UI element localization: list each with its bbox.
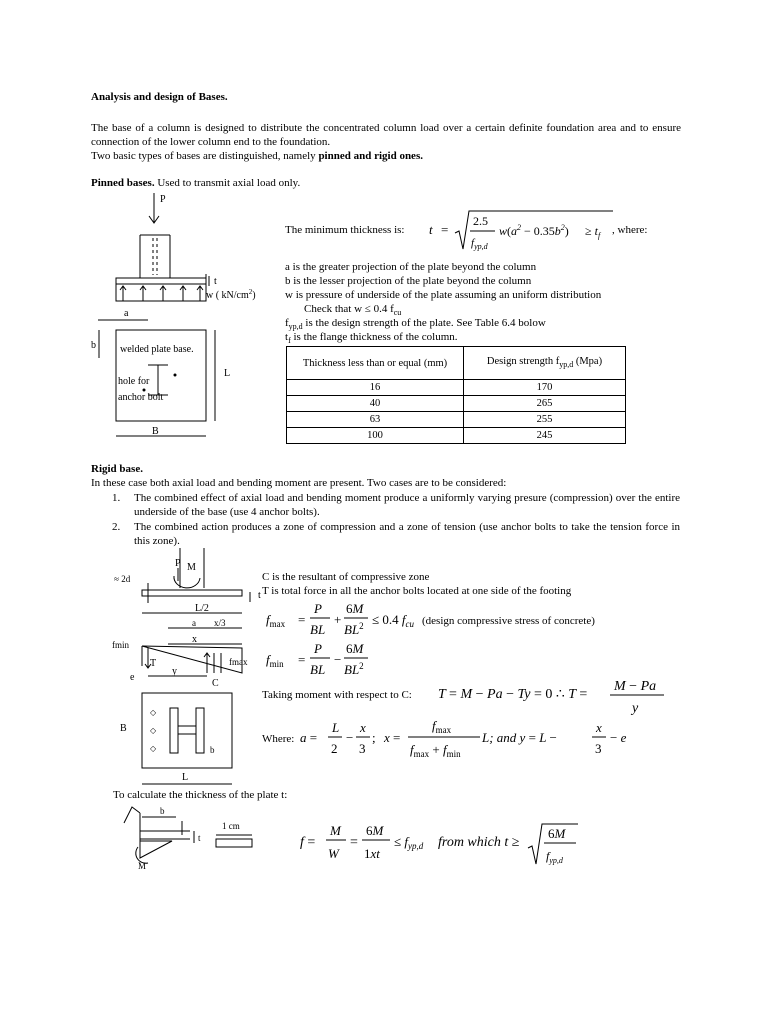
rigid-m-label: M xyxy=(187,562,196,573)
svg-text:fyp,d: $f_{yp,d}$ xyxy=(471,237,488,251)
dim-bb-label: B xyxy=(152,426,159,437)
table-header-strength: Design strength $f_{yp,d}$ (Mpa) xyxy=(464,347,626,380)
table-row xyxy=(287,380,626,396)
intro-line1: The base of a column is designed to distribute the concentrated column load over a certain definite foundation area and to ensure connection of the lower column end to the foundation. xyxy=(91,122,681,148)
svg-text:2: 2 xyxy=(331,741,338,756)
def-check: Check that w ≤ 0.4 $f_{cu}$ xyxy=(304,303,402,318)
svg-text:L; and y = L −: L; and y = L − xyxy=(482,730,557,745)
svg-text:2.5: 2.5 xyxy=(473,214,488,228)
svg-text:6M: 6M xyxy=(346,601,364,616)
svg-text:6M: 6M xyxy=(548,826,566,841)
svg-text:3: 3 xyxy=(595,741,602,756)
fmax-note: (design compressive stress of concrete) xyxy=(422,615,595,627)
svg-text:=: = xyxy=(441,222,449,237)
table-cell: 40 xyxy=(287,396,464,412)
moment-formula xyxy=(432,676,672,720)
e-label: e xyxy=(130,672,135,683)
svg-text:BL: BL xyxy=(310,622,326,637)
min-thickness-label: The minimum thickness is: xyxy=(285,224,405,236)
svg-text:T = M − Pa − Ty = 0 ∴ T =: T = M − Pa − Ty = 0 ∴ T = xyxy=(438,687,588,702)
formula-tail: , where: xyxy=(612,224,648,236)
two-d-label: ≈ 2d xyxy=(114,574,131,584)
table-cell: 100 xyxy=(287,428,464,444)
svg-text:◇: ◇ xyxy=(150,708,157,717)
design-strength-table xyxy=(286,346,626,444)
rigid-base-diagram xyxy=(112,548,262,788)
svg-text:from which t ≥: from which t ≥ xyxy=(438,835,520,850)
def-w: w is pressure of underside of the plate assuming an uniform distribution xyxy=(285,289,602,301)
rigid-intro: In these case both axial load and bending moment are present. Two cases are to be considered: xyxy=(91,477,507,489)
svg-text:=: = xyxy=(350,835,358,850)
svg-text:−: − xyxy=(346,730,354,745)
svg-text:a =: a = xyxy=(300,730,318,745)
fmax-fmin-formulas xyxy=(262,597,632,677)
svg-text:◇: ◇ xyxy=(150,726,157,735)
svg-text:x: x xyxy=(360,720,366,735)
dim-b-label: b xyxy=(91,340,96,351)
rigid-p-label: P xyxy=(175,558,181,569)
rigid-list-item: 1. The combined effect of axial load and bending moment produce a uniformly varying presure (compression) over the entire underside of the base (use 4 anchor bolts). xyxy=(112,492,680,518)
svg-text:BL2: $BL^2$ xyxy=(344,661,364,677)
svg-text:t: t xyxy=(429,222,433,237)
svg-text:−: − xyxy=(334,652,342,667)
hole-label-2: anchor bolt xyxy=(118,392,164,403)
pinned-heading: Pinned bases. Used to transmit axial load only. xyxy=(91,177,301,189)
table-cell: 63 xyxy=(287,412,464,428)
tension-t-label: T xyxy=(150,658,157,669)
a-label: a xyxy=(192,618,196,628)
plate-thickness-label: To calculate the thickness of the plate t: xyxy=(113,789,288,801)
rigid-heading: Rigid base. xyxy=(91,463,143,475)
table-cell: 170 xyxy=(464,380,626,396)
svg-text:M: M xyxy=(330,823,341,838)
c-definition: C is the resultant of compressive zone xyxy=(262,571,430,583)
intro-paragraph xyxy=(91,121,681,163)
svg-text:fmin: $f_{min}$ xyxy=(266,652,284,669)
fmin-label: fmin xyxy=(112,640,129,650)
svg-text:≤ 0.4 fcu: ≤ 0.4 $f_{cu}$ xyxy=(372,612,415,629)
rigid-list-item: 2. The combined action produces a zone of compression and a zone of tension (use anchor bolts to take the tension force in this zone). xyxy=(112,521,680,547)
rigid-b-label: B xyxy=(120,723,127,734)
svg-text:f =: f = xyxy=(300,835,316,850)
svg-text:≤ fyp,d: ≤ $f_{yp,d}$ xyxy=(394,834,424,851)
load-p-label: P xyxy=(160,194,166,205)
svg-text:;: ; xyxy=(372,730,376,745)
dim-a-label: a xyxy=(124,308,129,319)
svg-text:6M: 6M xyxy=(366,823,384,838)
svg-text:fmax + fmin: $f_{max} + f_{min}$ xyxy=(410,742,461,759)
plate-thickness-diagram xyxy=(112,803,262,873)
rigid-bsmall-label: b xyxy=(210,745,215,755)
pressure-w-label: w ( $kN/cm^2$) xyxy=(206,288,256,301)
svg-text:y: y xyxy=(632,701,639,716)
moment-label: Taking moment with respect to C: xyxy=(262,689,412,701)
table-cell: 265 xyxy=(464,396,626,412)
table-header-thickness: Thickness less than or equal (mm) xyxy=(287,347,464,380)
svg-text:fyp,d: $f_{yp,d}$ xyxy=(546,849,563,865)
svg-text:=: = xyxy=(298,612,306,627)
hole-label-1: hole for xyxy=(118,376,150,387)
detail-m-label: M xyxy=(138,861,147,871)
table-row xyxy=(287,412,626,428)
svg-text:P: P xyxy=(314,641,322,656)
welded-plate-label: welded plate base. xyxy=(120,344,194,355)
svg-text:L: L xyxy=(332,720,340,735)
where-formulas xyxy=(300,716,640,762)
pinned-base-diagram xyxy=(88,190,288,445)
svg-text:1xt: 1xt xyxy=(364,846,380,861)
def-fyp: $f_{yp,d}$ is the design strength of the plate. See Table 6.4 bolow xyxy=(285,317,546,332)
l2-label: L/2 xyxy=(195,603,209,614)
detail-t-label: t xyxy=(198,833,201,843)
def-tf: $t_f$ is the flange thickness of the column. xyxy=(285,331,458,346)
detail-b-label: b xyxy=(160,806,165,816)
def-b: b is the lesser projection of the plate beyond the column xyxy=(285,275,532,287)
rigid-l-label: L xyxy=(182,772,189,783)
table-row xyxy=(287,428,626,444)
svg-text:3: 3 xyxy=(359,741,366,756)
table-cell: 255 xyxy=(464,412,626,428)
x3-label: x/3 xyxy=(214,618,226,628)
svg-text:6M: 6M xyxy=(346,641,364,656)
svg-text:x: x xyxy=(596,720,602,735)
svg-text:fmax: $f_{max}$ xyxy=(432,718,452,735)
page-title: Analysis and design of Bases. xyxy=(91,91,228,103)
def-a: a is the greater projection of the plate beyond the column xyxy=(285,261,537,273)
rigid-t-label: t xyxy=(258,590,261,601)
fmax-label: fmax xyxy=(229,657,248,667)
t-definition: T is total force in all the anchor bolts located at one side of the footing xyxy=(262,585,572,597)
one-cm-label: 1 cm xyxy=(222,821,240,831)
svg-text:M − Pa: M − Pa xyxy=(614,679,657,694)
plate-thickness-formula xyxy=(296,818,586,870)
svg-text:BL2: $BL^2$ xyxy=(344,621,364,637)
svg-text:+: + xyxy=(334,612,342,627)
svg-text:◇: ◇ xyxy=(150,744,157,753)
table-cell: 245 xyxy=(464,428,626,444)
svg-text:≥ tf: ≥ $t_f$ xyxy=(585,224,601,240)
svg-text:=: = xyxy=(298,652,306,667)
c-label: C xyxy=(212,678,219,689)
svg-text:w(a2 − 0.35b2): $w(a^2 - 0.35b^2)$ xyxy=(499,223,569,238)
table-cell: 16 xyxy=(287,380,464,396)
plate-t-label: t xyxy=(214,276,217,287)
svg-text:x =: x = xyxy=(384,730,401,745)
svg-text:fmax: $f_{max}$ xyxy=(266,612,286,629)
svg-text:W: W xyxy=(328,846,339,861)
svg-text:− e: − e xyxy=(610,730,627,745)
svg-text:BL: BL xyxy=(310,662,326,677)
table-row xyxy=(287,396,626,412)
intro-line2: Two basic types of bases are distinguished, namely pinned and rigid ones. xyxy=(91,150,423,162)
dim-l-label: L xyxy=(224,368,231,379)
y-label: y xyxy=(172,666,177,677)
where-label: Where: xyxy=(262,733,295,745)
x-label: x xyxy=(192,634,197,645)
svg-text:P: P xyxy=(314,601,322,616)
